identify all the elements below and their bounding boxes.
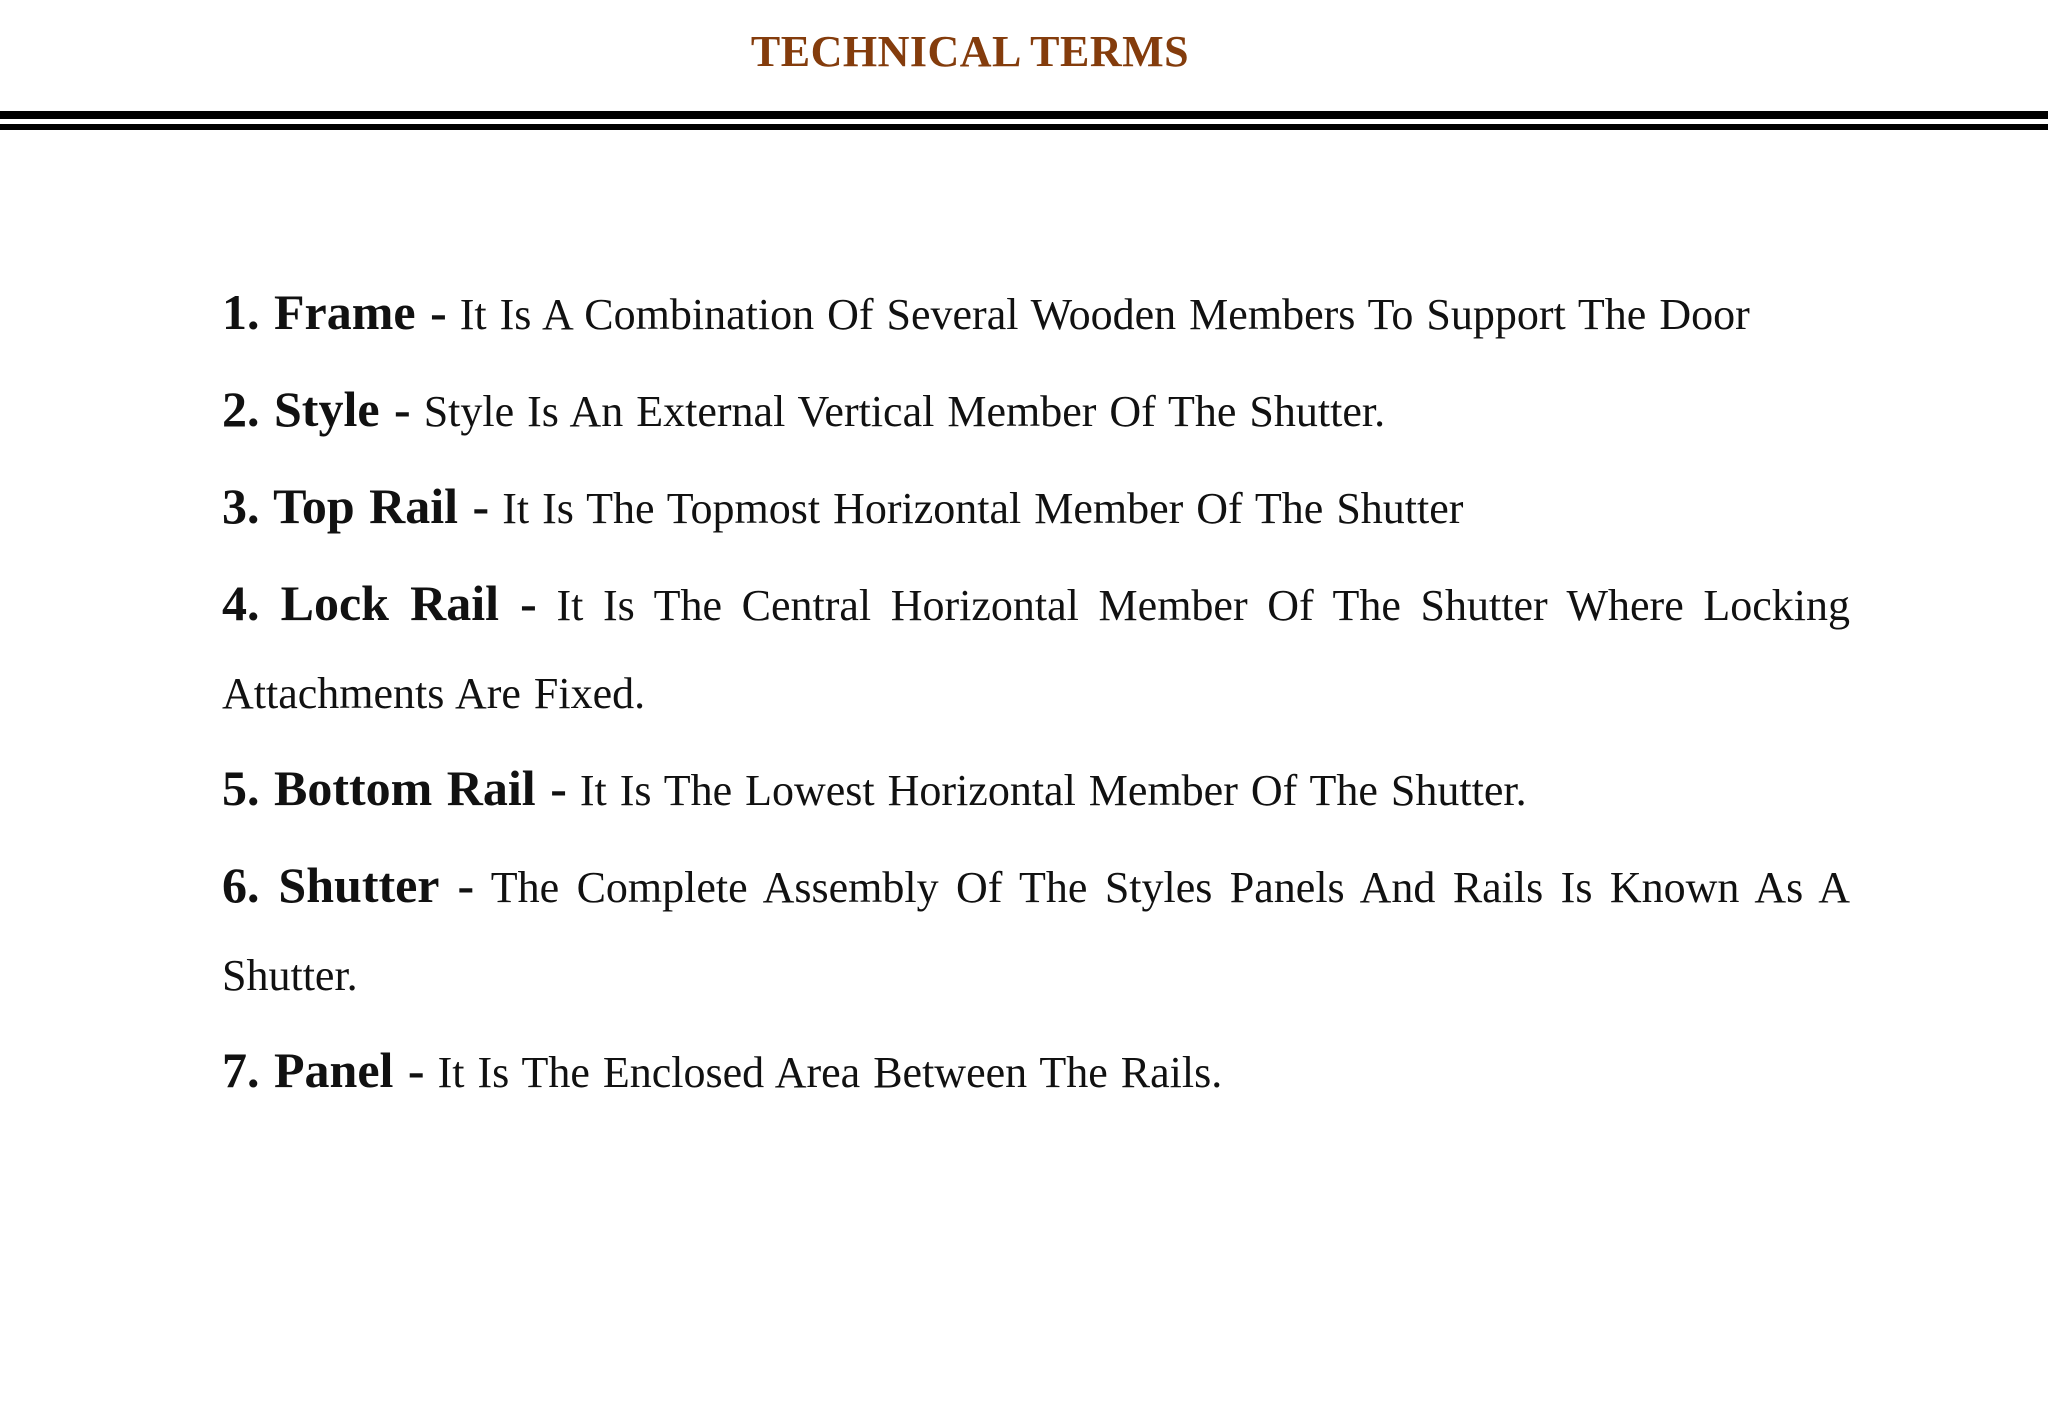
term-heading: 2. Style - <box>222 381 411 437</box>
term-definition: It Is The Lowest Horizontal Member Of The Shutter. <box>579 766 1527 815</box>
term-heading: 4. Lock Rail - <box>222 575 537 631</box>
term-definition: The Complete Assembly Of The Styles Panels And Rails Is Known As A Shutter. <box>222 863 1850 1000</box>
page-title: TECHNICAL TERMS <box>750 27 1190 76</box>
term-style <box>222 365 1850 456</box>
term-heading: 6. Shutter - <box>222 857 475 913</box>
term-top-rail <box>222 462 1850 553</box>
header-rule-top <box>0 111 2048 119</box>
terms-list <box>222 268 1850 1123</box>
term-shutter <box>222 841 1850 1020</box>
term-bottom-rail <box>222 744 1850 835</box>
term-lock-rail <box>222 559 1850 738</box>
term-heading: 3. Top Rail - <box>222 478 490 534</box>
term-definition: It Is The Enclosed Area Between The Rails. <box>437 1048 1223 1097</box>
term-frame <box>222 268 1850 359</box>
term-definition: It Is The Central Horizontal Member Of The Shutter Where Locking Attachments Are Fixed. <box>222 581 1850 718</box>
term-panel <box>222 1026 1850 1117</box>
term-heading: 5. Bottom Rail - <box>222 760 567 816</box>
page-header <box>0 0 2048 140</box>
term-definition: It Is A Combination Of Several Wooden Members To Support The Door <box>459 290 1750 339</box>
term-heading: 1. Frame - <box>222 284 447 340</box>
header-rule-bottom <box>0 124 2048 130</box>
term-heading: 7. Panel - <box>222 1042 425 1098</box>
term-definition: Style Is An External Vertical Member Of The Shutter. <box>423 387 1386 436</box>
term-definition: It Is The Topmost Horizontal Member Of The Shutter <box>502 484 1464 533</box>
